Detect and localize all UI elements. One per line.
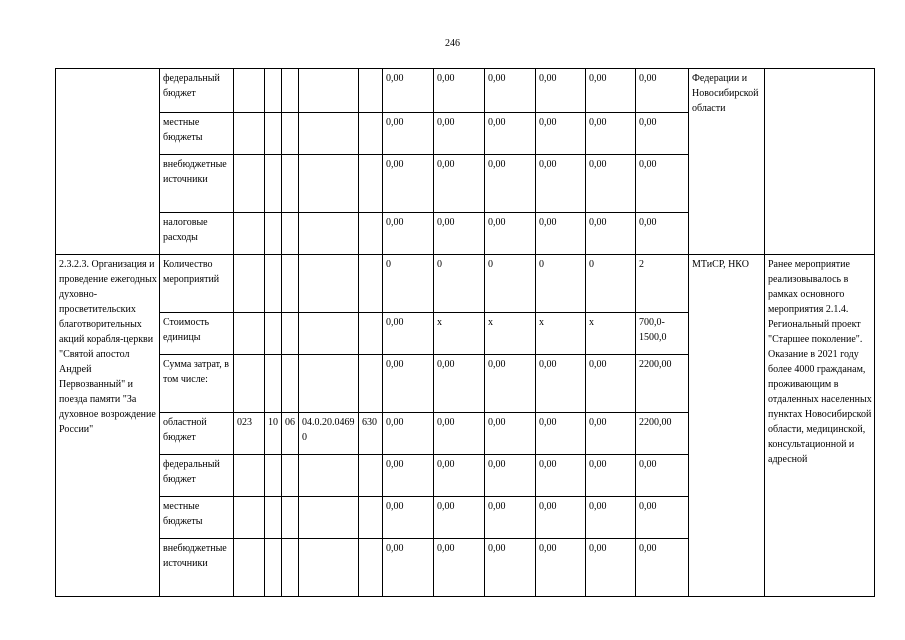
table-row [56, 69, 875, 113]
value-cell: 0 [383, 255, 434, 313]
value-cell: х [485, 313, 536, 355]
value-cell: х [586, 313, 636, 355]
value-cell: 0,00 [586, 113, 636, 155]
activity-cell: 2.3.2.3. Организация и проведение ежегодных духовно-просветительских благотворительных акций корабля-церкви "Святой апостол Андрей Первозванный" и поезда памяти "За духовное возрождение России" [56, 255, 160, 597]
rz-cell [265, 455, 282, 497]
vr-cell [359, 455, 383, 497]
vr-cell [359, 213, 383, 255]
pr-cell [282, 313, 299, 355]
csr-cell: 04.0.20.04690 [299, 413, 359, 455]
value-cell: 0,00 [434, 213, 485, 255]
vr-cell [359, 255, 383, 313]
value-cell: 0,00 [434, 355, 485, 413]
value-cell: 0,00 [636, 113, 689, 155]
rz-cell [265, 113, 282, 155]
grbs-cell [234, 155, 265, 213]
pr-cell: 06 [282, 413, 299, 455]
pr-cell [282, 69, 299, 113]
value-cell: 0,00 [383, 69, 434, 113]
value-cell: 0,00 [536, 455, 586, 497]
value-cell: 0,00 [586, 355, 636, 413]
indicator-cell: областной бюджет [160, 413, 234, 455]
value-cell: 0,00 [434, 69, 485, 113]
csr-cell [299, 69, 359, 113]
value-cell: 0,00 [383, 155, 434, 213]
vr-cell [359, 497, 383, 539]
csr-cell [299, 355, 359, 413]
value-cell: 0,00 [383, 497, 434, 539]
value-cell: 0,00 [636, 213, 689, 255]
grbs-cell [234, 497, 265, 539]
budget-table [55, 68, 875, 597]
grbs-cell [234, 539, 265, 597]
value-cell: 0,00 [485, 539, 536, 597]
indicator-cell: Сумма затрат, в том числе: [160, 355, 234, 413]
value-cell: 0,00 [586, 497, 636, 539]
pr-cell [282, 455, 299, 497]
indicator-cell: Стоимость единицы [160, 313, 234, 355]
pr-cell [282, 255, 299, 313]
rz-cell [265, 497, 282, 539]
value-cell: 0,00 [485, 413, 536, 455]
value-cell: 0,00 [383, 539, 434, 597]
rz-cell [265, 313, 282, 355]
value-cell: 0 [586, 255, 636, 313]
csr-cell [299, 113, 359, 155]
rz-cell: 10 [265, 413, 282, 455]
indicator-cell: местные бюджеты [160, 113, 234, 155]
value-cell: 0,00 [434, 155, 485, 213]
vr-cell [359, 539, 383, 597]
csr-cell [299, 455, 359, 497]
value-cell: 0 [536, 255, 586, 313]
csr-cell [299, 155, 359, 213]
value-cell: 0,00 [586, 455, 636, 497]
grbs-cell [234, 313, 265, 355]
rz-cell [265, 213, 282, 255]
pr-cell [282, 539, 299, 597]
value-cell: 0,00 [383, 213, 434, 255]
value-cell: 0,00 [586, 539, 636, 597]
value-cell: 0,00 [536, 69, 586, 113]
pr-cell [282, 113, 299, 155]
indicator-cell: внебюджетные источники [160, 539, 234, 597]
value-cell: 700,0-1500,0 [636, 313, 689, 355]
csr-cell [299, 497, 359, 539]
value-cell: 0,00 [434, 113, 485, 155]
grbs-cell [234, 255, 265, 313]
csr-cell [299, 539, 359, 597]
value-cell: 0,00 [485, 113, 536, 155]
csr-cell [299, 255, 359, 313]
note-cell: Ранее мероприятие реализовывалось в рамках основного мероприятия 2.1.4. Региональный проект "Старшее поколение". Оказание в 2021 году более 4000 гражданам, проживающим в отдаленных населенных пунктах Новосибирской области, медицинской, консультационной и адресной [765, 255, 875, 597]
value-cell: 2 [636, 255, 689, 313]
rz-cell [265, 155, 282, 213]
value-cell: 0,00 [485, 69, 536, 113]
value-cell: 0,00 [586, 213, 636, 255]
value-cell: 0,00 [536, 213, 586, 255]
grbs-cell [234, 69, 265, 113]
value-cell: 0,00 [434, 539, 485, 597]
indicator-cell: местные бюджеты [160, 497, 234, 539]
value-cell: 0,00 [383, 313, 434, 355]
value-cell: 0 [485, 255, 536, 313]
grbs-cell: 023 [234, 413, 265, 455]
vr-cell [359, 69, 383, 113]
value-cell: х [434, 313, 485, 355]
page-number: 246 [445, 38, 460, 49]
value-cell: х [536, 313, 586, 355]
value-cell: 0,00 [383, 413, 434, 455]
grbs-cell [234, 355, 265, 413]
rz-cell [265, 255, 282, 313]
value-cell: 0,00 [536, 497, 586, 539]
value-cell: 0,00 [383, 113, 434, 155]
value-cell: 0,00 [536, 155, 586, 213]
value-cell: 0,00 [636, 155, 689, 213]
rz-cell [265, 355, 282, 413]
pr-cell [282, 213, 299, 255]
indicator-cell: внебюджетные источники [160, 155, 234, 213]
value-cell: 0 [434, 255, 485, 313]
value-cell: 2200,00 [636, 413, 689, 455]
indicator-cell: Количество мероприятий [160, 255, 234, 313]
value-cell: 0,00 [636, 539, 689, 597]
vr-cell [359, 313, 383, 355]
value-cell: 0,00 [434, 497, 485, 539]
rz-cell [265, 539, 282, 597]
activity-cell-continued [56, 69, 160, 255]
vr-cell [359, 155, 383, 213]
value-cell: 0,00 [485, 213, 536, 255]
responsible-cell: МТиСР, НКО [689, 255, 765, 597]
vr-cell [359, 355, 383, 413]
value-cell: 2200,00 [636, 355, 689, 413]
indicator-cell: федеральный бюджет [160, 455, 234, 497]
grbs-cell [234, 213, 265, 255]
value-cell: 0,00 [536, 113, 586, 155]
value-cell: 0,00 [586, 155, 636, 213]
value-cell: 0,00 [536, 539, 586, 597]
value-cell: 0,00 [485, 355, 536, 413]
responsible-cell: Федерации и Новосибирской области [689, 69, 765, 255]
table-row [56, 255, 875, 313]
value-cell: 0,00 [485, 455, 536, 497]
rz-cell [265, 69, 282, 113]
value-cell: 0,00 [536, 355, 586, 413]
value-cell: 0,00 [434, 455, 485, 497]
grbs-cell [234, 113, 265, 155]
pr-cell [282, 155, 299, 213]
pr-cell [282, 355, 299, 413]
value-cell: 0,00 [636, 455, 689, 497]
value-cell: 0,00 [636, 69, 689, 113]
indicator-cell: федеральный бюджет [160, 69, 234, 113]
csr-cell [299, 213, 359, 255]
value-cell: 0,00 [636, 497, 689, 539]
value-cell: 0,00 [485, 155, 536, 213]
value-cell: 0,00 [586, 413, 636, 455]
csr-cell [299, 313, 359, 355]
vr-cell [359, 113, 383, 155]
grbs-cell [234, 455, 265, 497]
note-cell [765, 69, 875, 255]
value-cell: 0,00 [536, 413, 586, 455]
value-cell: 0,00 [434, 413, 485, 455]
value-cell: 0,00 [485, 497, 536, 539]
value-cell: 0,00 [383, 455, 434, 497]
value-cell: 0,00 [586, 69, 636, 113]
indicator-cell: налоговые расходы [160, 213, 234, 255]
pr-cell [282, 497, 299, 539]
vr-cell: 630 [359, 413, 383, 455]
value-cell: 0,00 [383, 355, 434, 413]
